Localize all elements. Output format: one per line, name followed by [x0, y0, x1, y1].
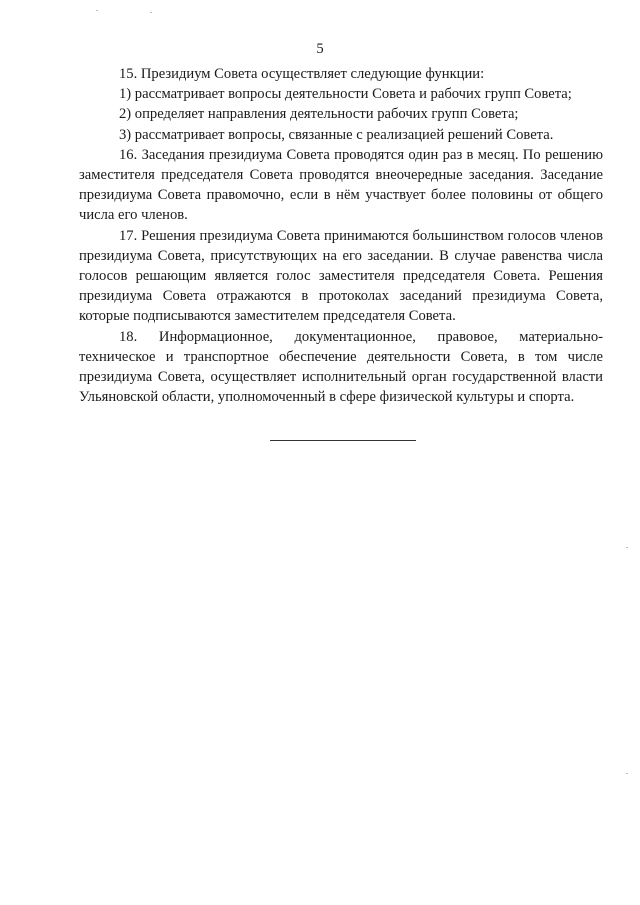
document-body [79, 64, 603, 407]
scan-speck [150, 12, 152, 13]
paragraph-18: 18. Информационное, документационное, правовое, материально-техническое и транспортное обеспечение деятельности Совета, в том числе президиума Совета, осуществляет исполнительный орган государственной власти Ульяновской области, уполномоченный в сфере физической культуры и спорта. [79, 328, 603, 406]
paragraph-15-item-3: 3) рассматривает вопросы, связанные с реализацией решений Совета. [119, 126, 554, 143]
page-number: 5 [316, 41, 324, 57]
scan-speck [626, 547, 628, 548]
paragraph-16: 16. Заседания президиума Совета проводятся один раз в месяц. По решению заместителя председателя Совета проводятся внеочередные заседания. Заседание президиума Совета правомочно, если в нём участвует более половины от общего числа его членов. [79, 146, 603, 224]
paragraph-15: 15. Президиум Совета осуществляет следующие функции: [119, 66, 485, 82]
scan-speck [96, 10, 98, 11]
paragraph-17: 17. Решения президиума Совета принимаются большинством голосов членов президиума Совета, присутствующих на его заседании. В случае равенства числа голосов решающим является голос заместителя председателя Совета. Решения президиума Совета отражаются в протоколах заседаний президиума Совета, которые подписываются заместителем председателя Совета. [79, 227, 603, 325]
end-separator-line [270, 440, 416, 441]
paragraph-15-item-2: 2) определяет направления деятельности рабочих групп Совета; [119, 106, 519, 123]
paragraph-15-item-1: 1) рассматривает вопросы деятельности Совета и рабочих групп Совета; [119, 86, 572, 103]
scan-speck [626, 773, 628, 774]
